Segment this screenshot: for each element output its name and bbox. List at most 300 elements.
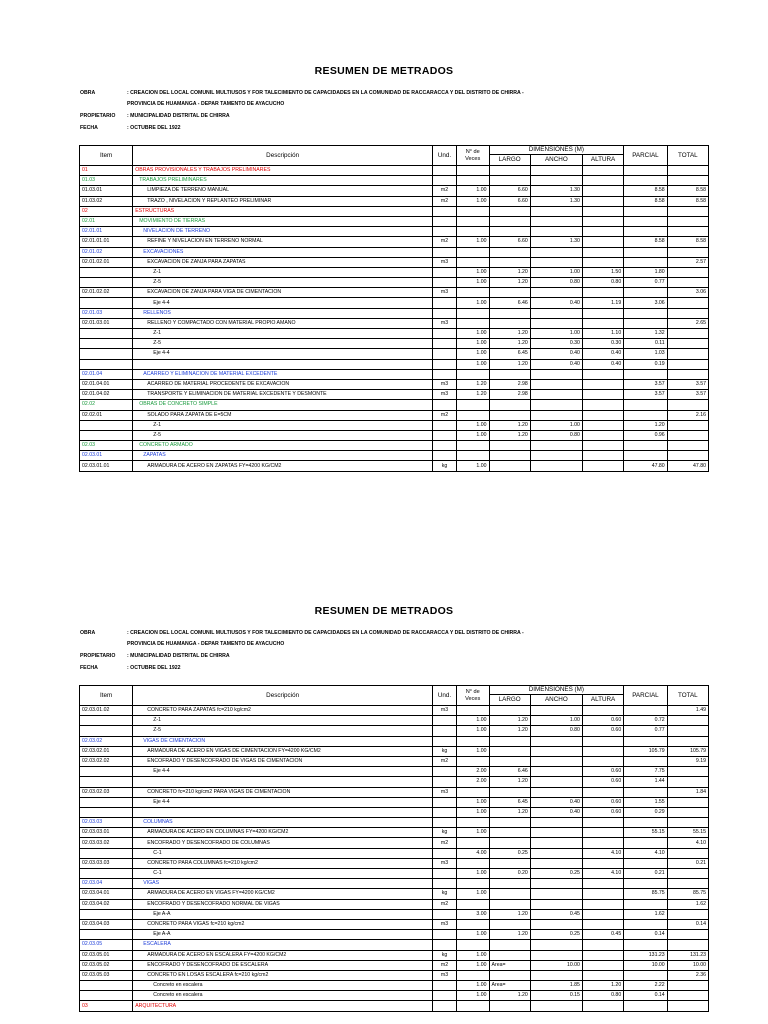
cell-ancho [530,706,582,716]
cell-parcial: 3.06 [624,298,667,308]
cell-largo: 1.20 [489,329,530,339]
cell-largo [489,441,530,451]
table-row [80,339,709,349]
cell-item [80,930,133,940]
cell-veces [456,288,489,298]
cell-ancho [530,227,582,237]
cell-total: 55.15 [667,828,708,838]
cell-altura [582,889,623,899]
cell-veces: 1.00 [456,930,489,940]
cell-largo: 1.20 [489,339,530,349]
cell-ancho: 1.30 [530,196,582,206]
cell-ancho [530,818,582,828]
col-altura-header: ALTURA [582,155,623,166]
cell-item [80,298,133,308]
cell-total [667,869,708,879]
cell-altura [582,227,623,237]
cell-veces [456,166,489,176]
cell-total: 3.57 [667,390,708,400]
cell-descripcion: RELLENO Y COMPACTADO CON MATERIAL PROPIO AMANO [133,318,433,328]
cell-descripcion: ARMADURA DE ACERO EN ZAPATAS FY=4200 KG/CM2 [133,461,433,471]
cell-descripcion: Eje A-A [133,930,433,940]
cell-largo [489,227,530,237]
cell-parcial [624,940,667,950]
cell-altura: 1.20 [582,981,623,991]
cell-ancho: 0.45 [530,909,582,919]
cell-total [667,451,708,461]
cell-total [667,991,708,1001]
cell-ancho [530,1001,582,1011]
table-row [80,267,709,277]
cell-altura [582,420,623,430]
cell-item: 02.01.04.01 [80,379,133,389]
cell-parcial: 4.10 [624,848,667,858]
cell-ancho [530,451,582,461]
cell-descripcion: TRABAJOS PRELIMINARES [133,176,433,186]
cell-largo: 6.46 [489,298,530,308]
cell-largo [489,176,530,186]
cell-und [433,267,457,277]
col-descripcion-header: Descripción [133,686,433,706]
cell-descripcion: TRAZO , NIVELACION Y REPLANTEO PRELIMINAR [133,196,433,206]
cell-total: 2.65 [667,318,708,328]
cell-veces [456,899,489,909]
table-row [80,909,709,919]
cell-descripcion: Concreto en escalera [133,991,433,1001]
cell-total [667,308,708,318]
cell-item: 02.03.02.03 [80,787,133,797]
cell-parcial [624,318,667,328]
cell-altura [582,787,623,797]
cell-altura: 0.60 [582,716,623,726]
cell-descripcion: Eje A-A [133,909,433,919]
cell-altura: 1.10 [582,329,623,339]
cell-item [80,726,133,736]
cell-und [433,400,457,410]
table-row [80,787,709,797]
cell-und: m3 [433,706,457,716]
table-row [80,777,709,787]
cell-altura [582,919,623,929]
table-row [80,736,709,746]
cell-ancho [530,410,582,420]
cell-largo [489,736,530,746]
cell-item: 01.03.01 [80,186,133,196]
table-row [80,869,709,879]
cell-ancho [530,950,582,960]
cell-item [80,797,133,807]
cell-und: kg [433,461,457,471]
cell-total [667,777,708,787]
cell-parcial [624,257,667,267]
cell-largo [489,400,530,410]
cell-item: 02.03.05.01 [80,950,133,960]
cell-item: 02.01.01 [80,227,133,237]
cell-parcial: 8.58 [624,196,667,206]
cell-descripcion: CONCRETO PARA ZAPATAS fc=210 kg/cm2 [133,706,433,716]
cell-altura [582,838,623,848]
table-row [80,430,709,440]
table-row [80,756,709,766]
cell-descripcion: C-1 [133,869,433,879]
table-row [80,981,709,991]
propietario-block [80,651,700,662]
cell-largo: 1.20 [489,278,530,288]
cell-und [433,298,457,308]
cell-altura [582,756,623,766]
cell-item: 02.03.05 [80,940,133,950]
cell-ancho [530,441,582,451]
cell-veces: 1.00 [456,349,489,359]
cell-largo: 1.20 [489,930,530,940]
cell-und [433,797,457,807]
cell-parcial [624,838,667,848]
cell-parcial [624,308,667,318]
cell-total [667,206,708,216]
cell-largo: 1.20 [489,267,530,277]
table-row [80,420,709,430]
table-row [80,858,709,868]
cell-veces: 1.00 [456,950,489,960]
cell-total: 8.58 [667,237,708,247]
obra-value-line-2: PROVINCIA DE HUAMANGA - DEPAR TAMENTO DE AYACUCHO [127,100,285,107]
cell-veces: 1.00 [456,298,489,308]
cell-descripcion: COLUMNAS [133,818,433,828]
cell-largo: Area= [489,981,530,991]
cell-descripcion: ESTRUCTURAS [133,206,433,216]
table-row [80,767,709,777]
cell-item: 02.02.01 [80,410,133,420]
cell-parcial: 85.75 [624,889,667,899]
table-row [80,970,709,980]
cell-veces: 1.00 [456,461,489,471]
cell-descripcion: EXCAVACION DE ZANJA PARA ZAPATAS [133,257,433,267]
cell-largo [489,858,530,868]
obra-value-line-2: PROVINCIA DE HUAMANGA - DEPAR TAMENTO DE AYACUCHO [127,640,285,647]
cell-und [433,369,457,379]
cell-descripcion: ENCOFRADO Y DESENCOFRADO DE COLUMNAS [133,838,433,848]
cell-parcial: 7.75 [624,767,667,777]
cell-item: 01 [80,166,133,176]
cell-total [667,430,708,440]
cell-descripcion: MOVIMIENTO DE TIERRAS [133,216,433,226]
cell-descripcion: ENCOFRADO Y DESENCOFRADO DE ESCALERA [133,960,433,970]
cell-largo: 2.98 [489,390,530,400]
cell-und [433,981,457,991]
cell-veces: 1.00 [456,196,489,206]
table-row [80,369,709,379]
table-row [80,359,709,369]
cell-und [433,420,457,430]
table-row [80,960,709,970]
cell-parcial [624,410,667,420]
cell-descripcion: Eje 4-4 [133,767,433,777]
cell-parcial [624,970,667,980]
table-row [80,227,709,237]
cell-descripcion: ARQUITECTURA [133,1001,433,1011]
cell-largo [489,706,530,716]
cell-item: 02.03.02 [80,736,133,746]
cell-item: 02.03.03.01 [80,828,133,838]
cell-total [667,848,708,858]
obra-label: OBRA [80,90,96,96]
cell-total: 8.58 [667,196,708,206]
cell-item: 02.03.03.02 [80,838,133,848]
cell-total [667,247,708,257]
cell-descripcion: ACARREO DE MATERIAL PROCEDENTE DE EXCAVACION [133,379,433,389]
cell-und [433,767,457,777]
table-row [80,186,709,196]
cell-item: 02.03.04.03 [80,919,133,929]
cell-altura [582,247,623,257]
cell-parcial [624,787,667,797]
cell-item: 02 [80,206,133,216]
table-row [80,288,709,298]
cell-largo: 6.45 [489,349,530,359]
table-row [80,329,709,339]
cell-veces [456,736,489,746]
cell-item: 02.02 [80,400,133,410]
cell-und [433,807,457,817]
cell-und [433,278,457,288]
cell-ancho [530,308,582,318]
cell-und: m3 [433,257,457,267]
cell-total: 85.75 [667,889,708,899]
cell-total: 0.14 [667,919,708,929]
cell-ancho [530,318,582,328]
cell-und [433,308,457,318]
cell-parcial: 0.29 [624,807,667,817]
col-dimensiones-header: DIMENSIONES (M) [489,146,624,155]
cell-parcial: 0.96 [624,430,667,440]
cell-parcial [624,166,667,176]
cell-ancho [530,288,582,298]
cell-item: 02.03.01.01 [80,461,133,471]
obra-value-line-1: : CREACION DEL LOCAL COMUNIL MULTIUSOS Y FOR TALECIMIENTO DE CAPACIDADES EN LA COMUNIDAD DE RACCARACCA Y DEL DISTRITO DE CHIRRA - [127,630,524,636]
cell-veces: 1.00 [456,716,489,726]
obra-label: OBRA [80,630,96,636]
cell-parcial: 1.55 [624,797,667,807]
col-veces-header: N° de Veces [456,686,489,706]
cell-total [667,818,708,828]
cell-veces [456,787,489,797]
cell-largo [489,166,530,176]
cell-descripcion: LIMPIEZA DE TERRENO MANUAL [133,186,433,196]
cell-largo [489,838,530,848]
table-row [80,278,709,288]
cell-parcial: 1.03 [624,349,667,359]
cell-und [433,716,457,726]
table-row [80,410,709,420]
cell-altura [582,940,623,950]
cell-und: m3 [433,787,457,797]
cell-total: 105.79 [667,746,708,756]
cell-descripcion: CONCRETO PARA COLUMNAS fc=210 kg/cm2 [133,858,433,868]
cell-item [80,430,133,440]
cell-largo [489,308,530,318]
cell-parcial [624,818,667,828]
cell-veces [456,441,489,451]
cell-ancho [530,767,582,777]
cell-item: 02.03.02.01 [80,746,133,756]
propietario-block [80,111,700,122]
cell-total [667,807,708,817]
cell-veces: 1.00 [456,797,489,807]
table-row [80,991,709,1001]
cell-largo: 1.20 [489,777,530,787]
cell-und [433,991,457,1001]
cell-parcial: 0.19 [624,359,667,369]
cell-descripcion: EXCAVACION DE ZANJA PARA VIGA DE CIMENTACION [133,288,433,298]
cell-parcial: 0.11 [624,339,667,349]
cell-largo: 6.46 [489,767,530,777]
cell-und: m2 [433,899,457,909]
cell-parcial: 10.00 [624,960,667,970]
cell-total [667,1001,708,1011]
table-row [80,818,709,828]
table-row [80,838,709,848]
cell-descripcion: Z-5 [133,430,433,440]
cell-altura [582,828,623,838]
cell-altura [582,390,623,400]
cell-altura [582,970,623,980]
cell-ancho: 0.40 [530,298,582,308]
cell-descripcion: ARMADURA DE ACERO EN VIGAS DE CIMENTACION FY=4200 KG/CM2 [133,746,433,756]
cell-veces: 2.00 [456,777,489,787]
cell-largo: 1.20 [489,716,530,726]
cell-veces [456,940,489,950]
cell-und: m2 [433,756,457,766]
cell-altura [582,430,623,440]
cell-parcial: 1.20 [624,420,667,430]
cell-largo [489,818,530,828]
cell-total [667,940,708,950]
col-total-header: TOTAL [667,686,708,706]
cell-altura [582,410,623,420]
cell-und [433,726,457,736]
cell-und: kg [433,950,457,960]
cell-veces [456,400,489,410]
cell-veces: 1.00 [456,981,489,991]
cell-descripcion [133,807,433,817]
cell-und: m2 [433,960,457,970]
cell-largo [489,950,530,960]
cell-largo [489,828,530,838]
cell-ancho: 0.25 [530,930,582,940]
col-veces-header: N° de Veces [456,146,489,166]
cell-total [667,369,708,379]
cell-altura [582,206,623,216]
cell-item: 02.01.02 [80,247,133,257]
table-row [80,746,709,756]
cell-altura [582,858,623,868]
cell-descripcion: OBRAS PROVISIONALES Y TRABAJOS PRELIMINARES [133,166,433,176]
cell-item [80,777,133,787]
cell-descripcion: VIGAS [133,879,433,889]
cell-ancho [530,889,582,899]
cell-parcial: 0.72 [624,716,667,726]
cell-total: 2.16 [667,410,708,420]
cell-item: 02.01 [80,216,133,226]
cell-und [433,359,457,369]
cell-veces [456,227,489,237]
cell-veces: 1.20 [456,379,489,389]
cell-largo [489,288,530,298]
cell-parcial: 47.80 [624,461,667,471]
cell-item: 02.03.03.03 [80,858,133,868]
cell-und [433,216,457,226]
cell-veces: 1.00 [456,267,489,277]
cell-und [433,930,457,940]
cell-parcial [624,176,667,186]
table-row [80,441,709,451]
cell-descripcion: CONCRETO PARA VIGAS fc=210 kg/cm2 [133,919,433,929]
cell-descripcion: Z-5 [133,339,433,349]
cell-altura [582,166,623,176]
cell-largo [489,247,530,257]
cell-veces [456,216,489,226]
cell-item: 02.03.05.03 [80,970,133,980]
cell-und: m3 [433,318,457,328]
cell-veces: 1.20 [456,390,489,400]
cell-altura: 0.45 [582,930,623,940]
cell-largo [489,461,530,471]
cell-parcial: 0.77 [624,278,667,288]
cell-altura [582,461,623,471]
cell-item [80,716,133,726]
cell-ancho: 0.15 [530,991,582,1001]
table-row [80,940,709,950]
cell-largo [489,970,530,980]
cell-parcial [624,879,667,889]
table-row [80,196,709,206]
cell-ancho: 0.25 [530,869,582,879]
cell-parcial [624,736,667,746]
cell-parcial [624,247,667,257]
cell-altura: 0.80 [582,991,623,1001]
cell-altura [582,818,623,828]
cell-total: 2.36 [667,970,708,980]
cell-altura [582,746,623,756]
cell-total: 3.06 [667,288,708,298]
cell-largo [489,756,530,766]
cell-und [433,1001,457,1011]
cell-descripcion [133,777,433,787]
cell-descripcion: TRANSPORTE Y ELIMINACION DE MATERIAL EXCEDENTE Y DESMONTE [133,390,433,400]
cell-descripcion [133,359,433,369]
cell-altura: 4.10 [582,869,623,879]
cell-item [80,278,133,288]
cell-item [80,349,133,359]
cell-total [667,981,708,991]
cell-total [667,767,708,777]
cell-ancho [530,858,582,868]
cell-total: 0.21 [667,858,708,868]
cell-item: 01.03 [80,176,133,186]
cell-parcial [624,216,667,226]
table-row [80,461,709,471]
cell-descripcion: ARMADURA DE ACERO EN VIGAS FY=4200 KG/CM2 [133,889,433,899]
cell-und [433,879,457,889]
cell-total [667,227,708,237]
table-row [80,298,709,308]
cell-ancho: 0.40 [530,349,582,359]
cell-ancho [530,828,582,838]
cell-item [80,420,133,430]
cell-largo [489,410,530,420]
cell-ancho [530,848,582,858]
cell-ancho: 0.40 [530,807,582,817]
